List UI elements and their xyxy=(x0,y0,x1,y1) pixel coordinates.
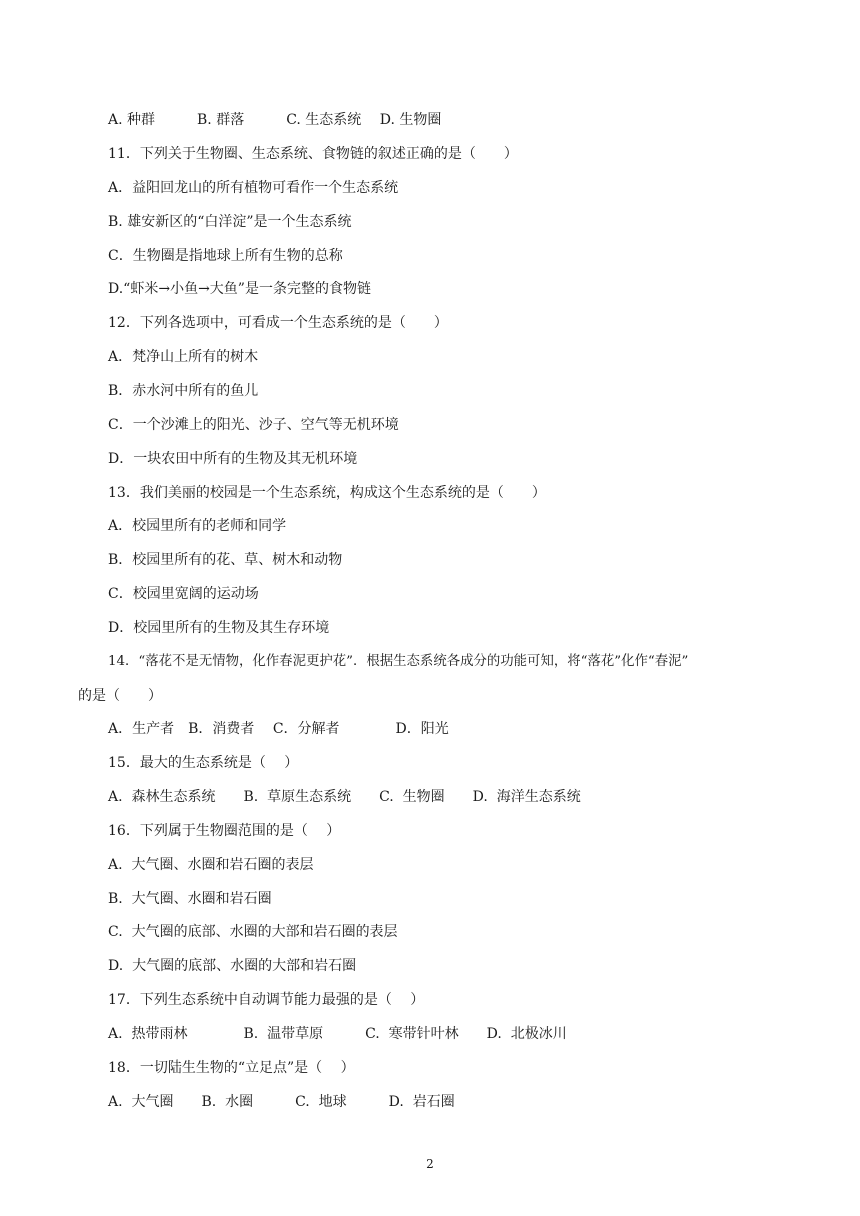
text-line: A．校园里所有的老师和同学 xyxy=(108,518,287,534)
question-12: 12．下列各选项中，可看成一个生态系统的是（ ） xyxy=(108,315,448,331)
text-line: D．校园里所有的生物及其生存环境 xyxy=(108,620,330,636)
text-line: A. 热带雨林 B. 温带草原 C. 寒带针叶林 D. 北极冰川 xyxy=(108,1026,567,1042)
text-line: C. 大气圈的底部、水圈的大部和岩石圈的表层 xyxy=(108,924,398,940)
question-13: 13．我们美丽的校园是一个生态系统，构成这个生态系统的是（ ） xyxy=(108,485,546,501)
text-line: C．生物圈是指地球上所有生物的总称 xyxy=(108,248,343,264)
question-11: 11．下列关于生物圈、生态系统、食物链的叙述正确的是（ ） xyxy=(108,146,518,162)
text-line: A．梵净山上所有的树木 xyxy=(108,349,259,365)
question-18: 18．一切陆生生物的“立足点”是（ ） xyxy=(108,1060,355,1076)
question-14: 14．“落花不是无情物，化作春泥更护花”．根据生态系统各成分的功能可知，将“落花”化作“春泥” xyxy=(108,654,689,669)
text-line: C．校园里宽阔的运动场 xyxy=(108,586,259,602)
text-line: A．益阳回龙山的所有植物可看作一个生态系统 xyxy=(108,180,399,196)
text-line: A. 森林生态系统 B. 草原生态系统 C. 生物圈 D. 海洋生态系统 xyxy=(108,789,581,805)
text-line: B. 大气圈、水圈和岩石圈 xyxy=(108,891,272,907)
question-16: 16．下列属于生物圈范围的是（ ） xyxy=(108,823,341,839)
question-15: 15．最大的生态系统是（ ） xyxy=(108,755,299,771)
text-line: B. 雄安新区的“白洋淀”是一个生态系统 xyxy=(108,214,352,230)
page-number: 2 xyxy=(426,1157,434,1171)
text-line: D. 大气圈的底部、水圈的大部和岩石圈 xyxy=(108,958,357,974)
text-line: D．一块农田中所有的生物及其无机环境 xyxy=(108,451,358,467)
text-line: B．校园里所有的花、草、树木和动物 xyxy=(108,552,343,568)
text-line: A. 种群 B. 群落 C. 生态系统 D. 生物圈 xyxy=(108,112,442,128)
text-line: B．赤水河中所有的鱼儿 xyxy=(108,383,259,399)
text-line: A．生产者 B．消费者 C．分解者 D．阳光 xyxy=(108,721,449,737)
question-17: 17．下列生态系统中自动调节能力最强的是（ ） xyxy=(108,992,425,1008)
text-line: 的是（ ） xyxy=(78,688,162,704)
text-line: A. 大气圈、水圈和岩石圈的表层 xyxy=(108,857,314,873)
text-line: A. 大气圈 B. 水圈 C. 地球 D. 岩石圈 xyxy=(108,1094,455,1110)
text-line: D.“虾米→小鱼→大鱼”是一条完整的食物链 xyxy=(108,281,371,297)
text-line: C．一个沙滩上的阳光、沙子、空气等无机环境 xyxy=(108,417,399,433)
